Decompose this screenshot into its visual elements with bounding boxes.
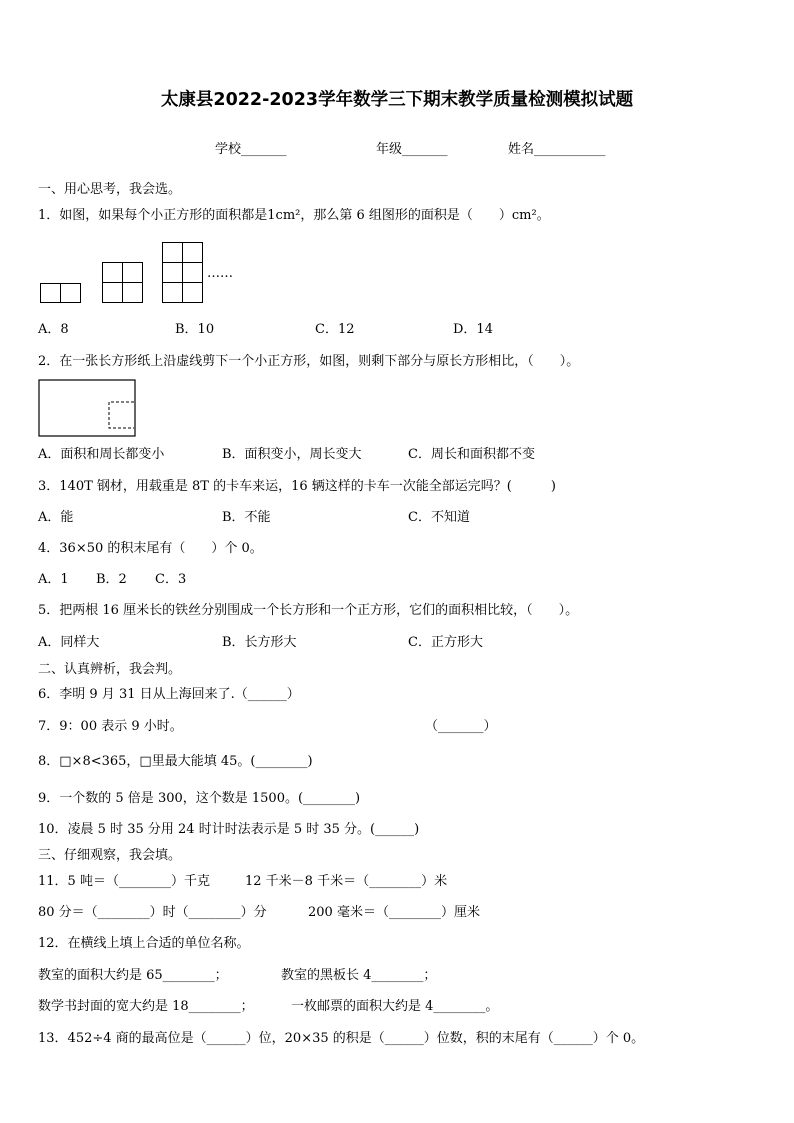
q2-option-a[interactable]: A．面积和周长都变小 [38, 447, 165, 462]
question-12-d: 一枚邮票的面积大约是 4________。 [291, 999, 499, 1014]
section-heading-3: 三、仔细观察，我会填。 [38, 848, 182, 863]
question-12-b: 教室的黑板长 4________； [281, 968, 437, 983]
q1-option-b[interactable]: B．10 [175, 322, 215, 337]
question-6: 6．李明 9 月 31 日从上海回来了.（______） [38, 687, 300, 702]
school-field[interactable]: 学校_______ [215, 142, 287, 157]
q4-option-a[interactable]: A．1 [38, 572, 69, 587]
q1-option-c[interactable]: C．12 [315, 322, 355, 337]
q3-option-c[interactable]: C．不知道 [408, 510, 470, 525]
question-12: 12．在横线上填上合适的单位名称。 [38, 936, 250, 951]
question-12-c: 数学书封面的宽大约是 18________； [38, 999, 254, 1014]
question-2: 2．在一张长方形纸上沿虚线剪下一个小正方形，如图，则剩下部分与原长方形相比，（ ）。 [38, 354, 580, 369]
figure-ellipsis: …… [207, 266, 233, 281]
question-5: 5．把两根 16 厘米长的铁丝分别围成一个长方形和一个正方形，它们的面积相比较，（ ）。 [38, 603, 579, 618]
q1-option-d[interactable]: D．14 [453, 322, 493, 337]
question-8: 8．□×8<365，□里最大能填 45。(________) [38, 754, 313, 769]
q5-option-b[interactable]: B．长方形大 [222, 635, 297, 650]
q1-option-a[interactable]: A．8 [38, 322, 69, 337]
question-11-a: 11．5 吨＝（________）千克 [38, 874, 210, 889]
question-11-b: 12 千米－8 千米＝（________）米 [245, 874, 448, 889]
q4-option-b[interactable]: B．2 [96, 572, 127, 587]
section-heading-1: 一、用心思考，我会选。 [38, 182, 182, 197]
question-1: 1．如图，如果每个小正方形的面积都是1cm²，那么第 6 组图形的面积是（ ）cm²。 [38, 208, 550, 223]
q4-option-c[interactable]: C．3 [155, 572, 187, 587]
grade-field[interactable]: 年级_______ [376, 142, 448, 157]
q5-option-c[interactable]: C．正方形大 [408, 635, 483, 650]
figure-group-1 [40, 283, 81, 303]
q3-option-a[interactable]: A．能 [38, 510, 74, 525]
question-12-a: 教室的面积大约是 65________； [38, 968, 228, 983]
figure-group-3 [162, 242, 203, 303]
rectangle-cut-figure [38, 379, 136, 439]
question-3: 3．140T 钢材，用载重是 8T 的卡车来运，16 辆这样的卡车一次能全部运完吗？( ) [38, 479, 556, 494]
question-7-blank[interactable]: （_______） [425, 719, 497, 734]
q2-option-b[interactable]: B．面积变小，周长变大 [222, 447, 362, 462]
q2-option-c[interactable]: C．周长和面积都不变 [408, 447, 535, 462]
q3-option-b[interactable]: B．不能 [222, 510, 271, 525]
question-11-d: 200 毫米＝（________）厘米 [308, 905, 480, 920]
q5-option-a[interactable]: A．同样大 [38, 635, 100, 650]
name-field[interactable]: 姓名___________ [508, 142, 606, 157]
question-11-c: 80 分＝（________）时（________）分 [38, 905, 267, 920]
question-13: 13．452÷4 商的最高位是（______）位，20×35 的积是（______）位数，积的末尾有（______）个 0。 [38, 1031, 645, 1046]
figure-group-2 [102, 262, 143, 303]
page-title: 太康县2022-2023学年数学三下期末教学质量检测模拟试题 [160, 90, 634, 110]
question-10: 10．凌晨 5 时 35 分用 24 时计时法表示是 5 时 35 分。(______) [38, 822, 420, 837]
question-4: 4．36×50 的积末尾有（ ）个 0。 [38, 541, 263, 556]
question-9: 9．一个数的 5 倍是 300，这个数是 1500。(________) [38, 791, 361, 806]
section-heading-2: 二、认真辨析，我会判。 [38, 662, 182, 677]
question-7: 7．9：00 表示 9 小时。 [38, 719, 183, 734]
